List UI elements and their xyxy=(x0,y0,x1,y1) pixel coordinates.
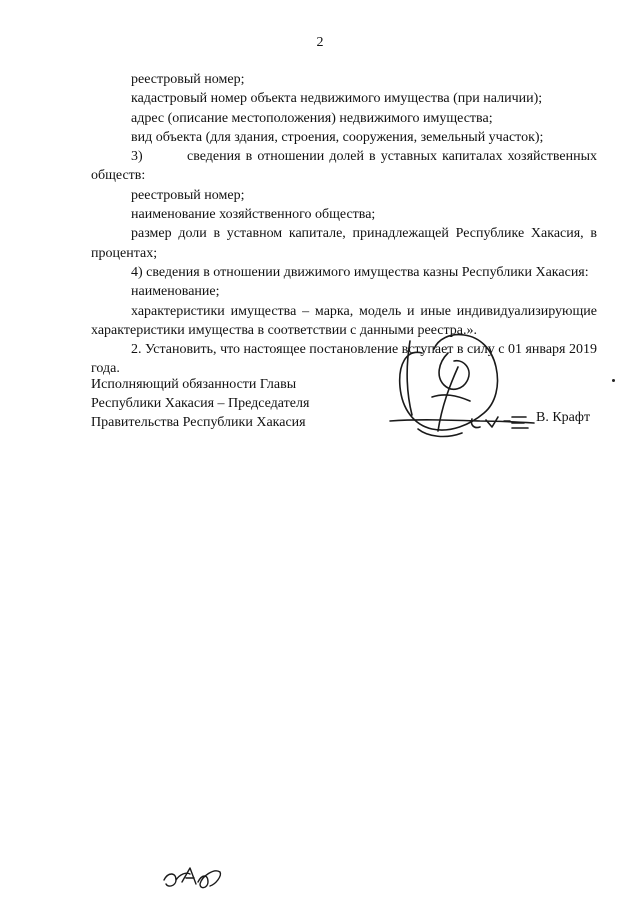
share-size-line: размер доли в уставном капитале, принадлежащей Республике Хакасия, в процентах; xyxy=(91,226,597,261)
signer-name: В. Крафт xyxy=(536,410,591,425)
handwritten-initials xyxy=(160,862,224,896)
item-3-number: 3) xyxy=(131,149,143,165)
item-3-text: сведения в отношении долей в уставных капиталах хозяйственных xyxy=(187,149,597,165)
handwritten-signature xyxy=(388,325,538,450)
item-3-first-line xyxy=(91,147,597,166)
company-name-line: наименование хозяйственного общества; xyxy=(131,207,376,223)
page-number: 2 xyxy=(316,35,324,50)
registry-number-line-2: реестровый номер; xyxy=(131,187,245,203)
signatory-position xyxy=(91,375,309,432)
registry-number-line: реестровый номер; xyxy=(131,72,245,87)
position-line-2: Республики Хакасия – Председателя xyxy=(91,396,310,411)
cadastral-number-line: кадастровый номер объекта недвижимого имущества (при наличии); xyxy=(131,91,543,107)
position-line-1: Исполняющий обязанности Главы xyxy=(91,377,297,392)
address-line: адрес (описание местоположения) недвижимого имущества; xyxy=(131,110,493,126)
margin-dot xyxy=(612,379,615,382)
position-line-3: Правительства Республики Хакасия xyxy=(91,415,306,430)
object-type-line: вид объекта (для здания, строения, сооружения, земельный участок); xyxy=(131,129,544,145)
item-4: 4) сведения в отношении движимого имущества казны Республики Хакасия: xyxy=(131,264,589,280)
item-2: 2. Установить, что настоящее постановление вступает в силу с 01 января 2019 года. xyxy=(91,342,597,377)
item-3-continuation: обществ: xyxy=(91,168,146,184)
characteristics-line: характеристики имущества – марка, модель и иные индивидуализирующие характеристики имущества в соответствии с данными реестра.». xyxy=(91,303,597,338)
naming-line: наименование; xyxy=(131,284,220,300)
